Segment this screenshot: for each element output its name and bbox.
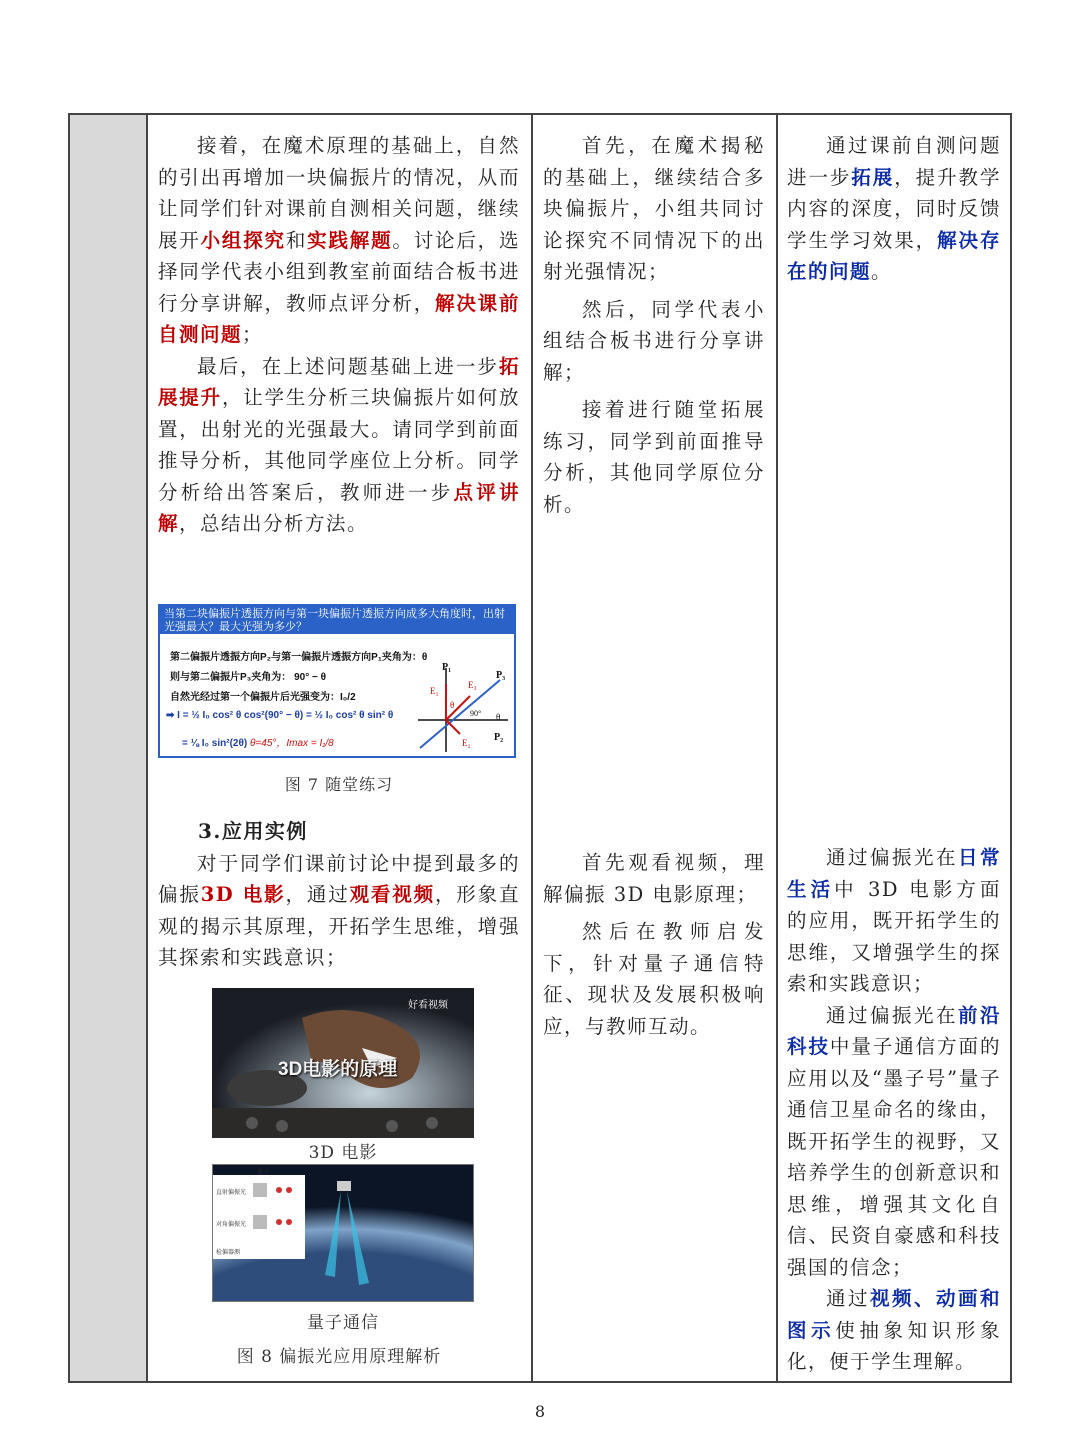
paragraph (787, 842, 1001, 1000)
slide-line: 第二偏振片透振方向P₂与第一偏振片透振方向P₁夹角为：θ (170, 652, 428, 663)
brand-watermark: 好看视频 (408, 1000, 448, 1011)
3d-movie-image (212, 988, 474, 1138)
text: 接着，在魔术原理的基础上，自然的引出再增加一块偏振片的情况，从而让同学们针对课前自测相关问题，继续展开 (158, 134, 520, 252)
text: ，总结出分析方法。 (179, 512, 369, 535)
column-divider (531, 115, 533, 1381)
text: 通过偏振光在 (826, 1003, 958, 1027)
shaded-label-column (70, 115, 148, 1381)
paragraph: 然后，同学代表小组结合板书进行分享讲解； (543, 297, 765, 384)
slide-equation: ➡ I = ½ I₀ cos² θ cos²(90° − θ) = ½ I₀ cos² θ sin² θ (166, 710, 394, 721)
label-90: 90° (470, 709, 482, 718)
highlight-text: 日常生活 (787, 846, 1001, 901)
paragraph (158, 848, 520, 974)
panel-label: 光子 (257, 1170, 270, 1176)
highlight-text: 解决课前自测问题 (158, 291, 520, 346)
highlight-text: 小组探究 (200, 228, 286, 252)
polarizer-axes-diagram (408, 660, 512, 756)
label-p1: P₁ (442, 662, 452, 673)
exercise-slide-figure (158, 604, 516, 758)
section-heading: 3.应用实例 (198, 819, 308, 843)
text: 中 3D 电影方面的应用，既开拓学生的思维，又增强学生的探索和实践意识； (787, 877, 1001, 995)
highlight-text: 拓展 (851, 165, 895, 189)
figure-8-caption: 图 8 偏振光应用原理解析 (236, 1347, 442, 1367)
application-section (158, 816, 520, 974)
label-e2: E₂ (462, 738, 471, 748)
paragraph: 首先观看视频，理解偏振 3D 电影原理； (543, 851, 765, 906)
highlight-text: 解决存在的问题 (787, 228, 1001, 283)
highlight-text: 3D 电影 (200, 883, 286, 906)
column-divider (776, 115, 778, 1381)
paragraph: 首先，在魔术揭秘的基础上，继续结合多块偏振片，小组共同讨论探究不同情况下的出射光强情况； (543, 134, 765, 283)
slide-line: 自然光经过第一个偏振片后光强变为：I₀/2 (170, 692, 356, 703)
text: 通过课前自测问题进一步 (787, 134, 1001, 189)
text: 使抽象知识形象化，便于学生理解。 (787, 1318, 1001, 1373)
paragraph (158, 351, 520, 540)
slide-line: 则与第二偏振片P₃夹角为： 90° − θ (170, 672, 326, 683)
page-number: 8 (534, 1402, 546, 1421)
label-p2: P₂ (494, 732, 504, 743)
satellite-earth-icon (213, 1165, 474, 1302)
text: ，提升教学内容的深度，同时反馈学生学习效果， (787, 165, 1001, 252)
slide-question-header: 当第二块偏振片透振方向与第一块偏振片透振方向成多大角度时，出射光强最大？最大光强为多少？ (160, 606, 514, 634)
highlight-text: 实践解题 (307, 228, 393, 252)
label-e3: E₃ (468, 680, 477, 690)
paragraph: 接着进行随堂拓展练习，同学到前面推导分析，其他同学原位分析。 (543, 398, 765, 516)
design-intent-cell (787, 130, 1001, 288)
text: ，形象直观的揭示其原理，开拓学生思维，增强其探索和实践意识； (158, 883, 520, 969)
paragraph (787, 1283, 1001, 1378)
video-title: 3D电影的原理 (278, 1059, 398, 1080)
equation-text: I = ½ I₀ cos² θ cos²(90° − θ) = ½ I₀ cos² θ sin² θ (177, 710, 394, 721)
text: 和 (285, 228, 308, 252)
paragraph (158, 130, 520, 351)
paragraph (787, 1000, 1001, 1284)
text: ； (242, 323, 264, 346)
equation-result: θ=45°，Imax = I₁/8 (250, 738, 334, 749)
equation-text: = ⅛ I₀ sin²(2θ) (182, 738, 248, 749)
text: 最后，在上述问题基础上进一步 (197, 354, 499, 378)
highlight-text: 拓展提升 (158, 354, 520, 409)
panel-label: 直射偏振光 (216, 1190, 247, 1196)
table-top-border (68, 113, 1012, 115)
design-intent-cell (787, 842, 1001, 1378)
paragraph (787, 130, 1001, 288)
3d-movie-caption: 3D 电影 (308, 1143, 378, 1163)
text: 对于同学们课前讨论中提到最多的偏振 (158, 851, 520, 906)
text: 通过 (826, 1287, 870, 1310)
slide-equation (182, 734, 334, 749)
highlight-text: 观看视频 (349, 883, 435, 906)
text: 。讨论后，选择同学代表小组到教室前面结合板书进行分享讲解，教师点评分析， (158, 228, 520, 315)
panel-label: 检偏器测 (216, 1250, 241, 1256)
text: 通过偏振光在 (826, 846, 958, 869)
teacher-activity-cell (158, 130, 520, 540)
label-theta: θ (450, 700, 455, 710)
panel-label: 对角偏振光 (216, 1222, 247, 1228)
highlight-text: 点评讲解 (158, 480, 520, 535)
student-activity-cell (543, 130, 765, 520)
label-p3: P₃ (496, 670, 506, 681)
text: 中量子通信方面的应用以及“墨子号”量子通信卫星命名的缘由，既开拓学生的视野，又培养学生的创新意识和思维，增强其文化自信、民资自豪感和科技强国的信念； (787, 1035, 1001, 1279)
student-activity-cell (543, 847, 765, 1042)
quantum-communication-image (212, 1164, 474, 1302)
text: 。 (871, 260, 893, 283)
label-e1: E₁ (430, 686, 439, 696)
quantum-caption: 量子通信 (307, 1313, 379, 1333)
text: ，通过 (285, 883, 350, 906)
text: ，让学生分析三块偏振片如何放置，出射光的光强最大。请同学到前面推导分析，其他同学座位上分析。同学分析给出答案后，教师进一步 (158, 386, 520, 504)
label-theta-2: θ (496, 712, 501, 722)
highlight-text: 视频、动画和图示 (787, 1287, 1001, 1342)
highlight-text: 前沿科技 (787, 1003, 1001, 1058)
column-divider (146, 115, 148, 1381)
paragraph: 然后在教师启发下，针对量子通信特征、现状及发展积极响应，与教师互动。 (543, 920, 765, 1038)
figure-7-caption: 图 7 随堂练习 (284, 775, 394, 794)
